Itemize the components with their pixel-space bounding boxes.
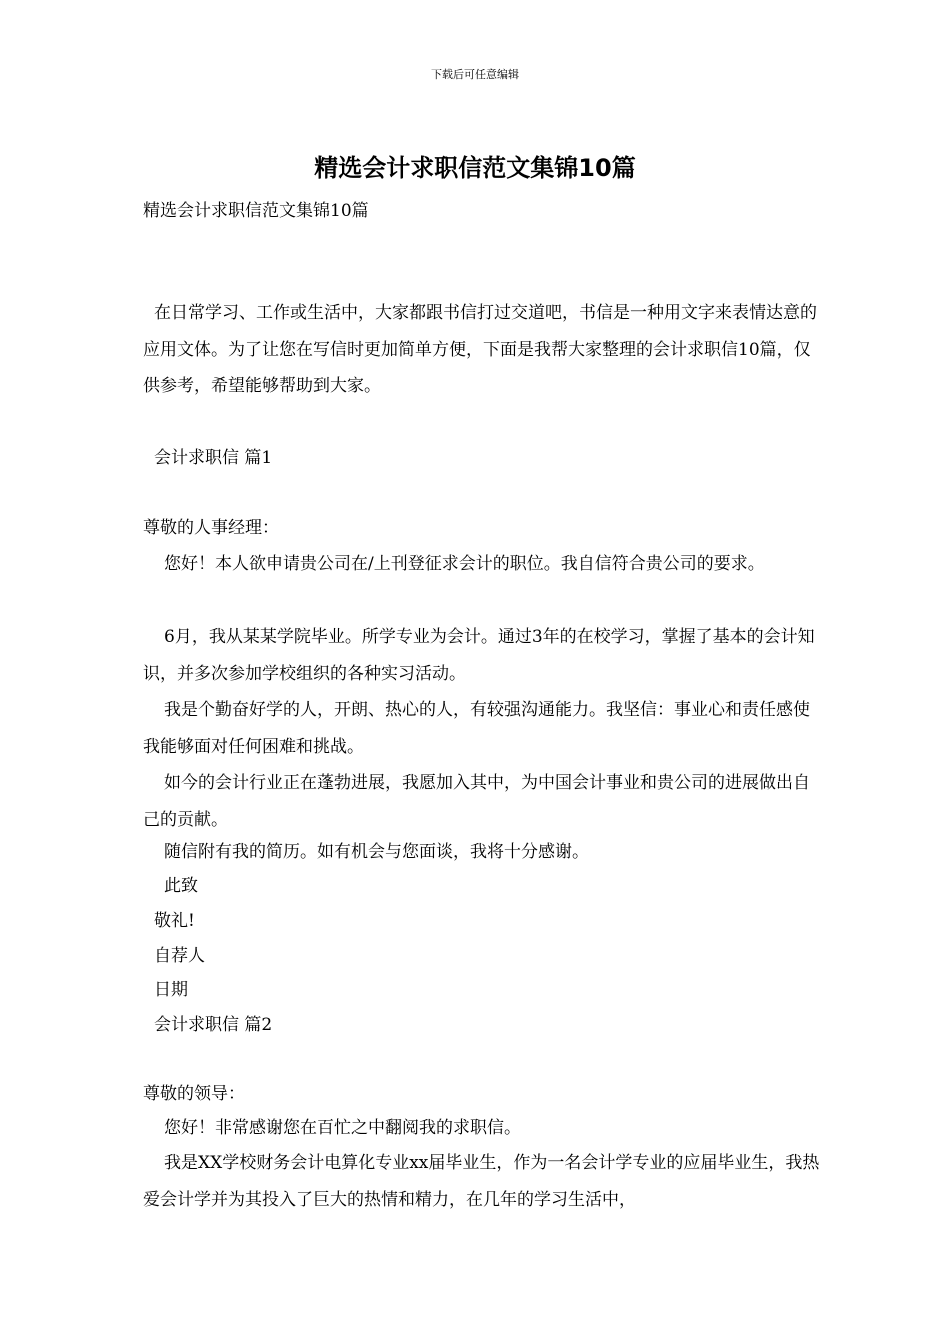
letter1-paragraph-5: 随信附有我的简历。如有机会与您面谈，我将十分感谢。 (164, 842, 589, 862)
letter1-salutation: 尊敬的人事经理： (143, 518, 279, 538)
letter1-paragraph-3: 我是个勤奋好学的人，开朗、热心的人，有较强沟通能力。我坚信：事业心和责任感使我能够面对任何困难和挑战。 (143, 700, 810, 757)
letter1-heading: 会计求职信 篇1 (154, 448, 273, 468)
letter1-date: 日期 (154, 980, 188, 1000)
letter1-signer: 自荐人 (154, 946, 205, 966)
letter1-closing-2: 敬礼! (154, 911, 195, 931)
letter1-paragraph-1: 您好！本人欲申请贵公司在/上刊登征求会计的职位。我自信符合贵公司的要求。 (164, 554, 765, 574)
letter2-heading: 会计求职信 篇2 (154, 1015, 273, 1035)
letter1-closing-1: 此致 (164, 876, 198, 896)
intro-paragraph: 在日常学习、工作或生活中，大家都跟书信打过交道吧，书信是一种用文字来表情达意的应用文体。为了让您在写信时更加简单方便，下面是我帮大家整理的会计求职信10篇，仅供参考，希望能够帮助到大家。 (143, 303, 817, 396)
letter1-paragraph-2: 6月，我从某某学院毕业。所学专业为会计。通过3年的在校学习，掌握了基本的会计知识，并多次参加学校组织的各种实习活动。 (143, 627, 815, 684)
header-note: 下载后可任意编辑 (431, 68, 519, 81)
letter2-salutation: 尊敬的领导： (143, 1084, 245, 1104)
document-title: 精选会计求职信范文集锦10篇 (314, 154, 636, 182)
letter2-paragraph-1: 您好！非常感谢您在百忙之中翻阅我的求职信。 (164, 1118, 521, 1138)
letter2-paragraph-2: 我是XX学校财务会计电算化专业xx届毕业生，作为一名会计学专业的应届毕业生，我热爱会计学并为其投入了巨大的热情和精力，在几年的学习生活中， (143, 1153, 820, 1210)
document-subtitle: 精选会计求职信范文集锦10篇 (143, 201, 369, 221)
letter1-paragraph-4: 如今的会计行业正在蓬勃进展，我愿加入其中，为中国会计事业和贵公司的进展做出自己的贡献。 (143, 773, 810, 830)
